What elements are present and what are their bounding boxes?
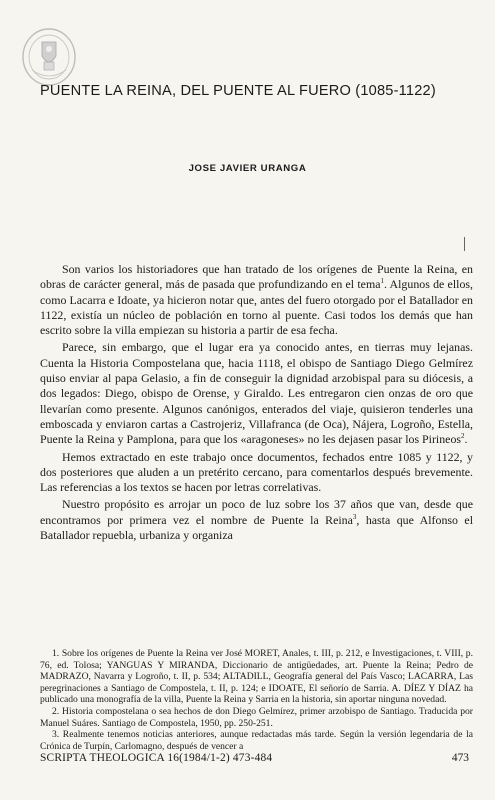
journal-citation: SCRIPTA THEOLOGICA 16(1984/1-2) 473-484 <box>40 752 273 764</box>
footnote-3: 3. Realmente tenemos noticias anteriores, aunque redactadas más tarde. Según la versión legendaria de la Crónica de Turpín, Carlomagno, después de vencer a <box>40 729 473 752</box>
footnote-1: 1. Sobre los orígenes de Puente la Reina ver José MORET, Anales, t. III, p. 212, e Investigaciones, t. VIII, p. 76, ed. Tolosa; YANGUAS Y MIRANDA, Diccionario de antigüedades, art. Puente la Reina; Pedro de MADRAZO, Navarra y Logroño, t. II, p. 534; ALTADILL, Geografía general del País Vasco; LACARRA, Las peregrinaciones a Santiago de Compostela, t. II, p. 124; e IDOATE, El señorío de Sarria. A. DÍEZ Y DÍAZ ha publicado una monografía de la villa, Puente la Reina y Sarria en la historia, sin aportar ninguna novedad. <box>40 648 473 706</box>
body-paragraph-3: Hemos extractado en este trabajo once documentos, fechados entre 1085 y 1122, y dos posteriores que aluden a un pretérito cercano, para comentarlos después brevemente. Las referencias a los textos se hacen por letras correlativas. <box>40 449 473 495</box>
body-paragraph-1: Son varios los historiadores que han tratado de los orígenes de Puente la Reina, en obras de carácter general, más de pasada que profundizando en el tema$^1$. Algunos de ellos, como Lacarra e Idoate, ya hicieron notar que, antes del fuero otorgado por el Batallador en 1122, existía un núcleo de población en torno al puente. Casi todos los demás que han escrito sobre la villa empiezan su historia a partir de esa fecha. <box>40 262 473 338</box>
footnote-2: 2. Historia compostelana o sea hechos de don Diego Gelmírez, primer arzobispo de Santiago. Traducida por Manuel Suáres. Santiago de Compostela, 1950, pp. 250-251. <box>40 705 473 729</box>
footnote-ref-2[interactable]: 2 <box>461 432 465 441</box>
article-author: JOSE JAVIER URANGA <box>188 163 307 174</box>
body-paragraph-2: Parece, sin embargo, que el lugar era ya conocido antes, en tierras muy lejanas. Cuenta la Historia Compostelana que, hacia 1118, el obispo de Santiago Diego Gelmírez quiso enviar al papa Gelasio, a fin de conseguir la dignidad arzobispal para su diócesis, a dos legados: Diego, obispo de Orense, y Giraldo. Les entregaron cien onzas de oro que llevarían como presente. Algunos canónigos, enterados del viaje, quisieron tenderles una emboscada y enviaron cartas a Castrojeriz, Villafranca (de Oca), Nájera, Logroño, Estella, Puente la Reina y Pamplona, para que los «aragoneses» no les dejasen pasar los Pirineos$^2$. <box>40 340 473 447</box>
footnote-ref-1[interactable]: 1 <box>380 277 384 286</box>
footnotes <box>40 648 473 752</box>
margin-mark <box>464 237 465 251</box>
university-seal-icon <box>20 26 78 88</box>
article-body <box>40 262 473 545</box>
page-number: 473 <box>451 752 469 764</box>
body-paragraph-4: Nuestro propósito es arrojar un poco de luz sobre los 37 años que van, desde que encontramos por primera vez el nombre de Puente la Reina$^3$, hasta que Alfonso el Batallador repuebla, urbaniza y organiza <box>40 497 474 543</box>
footnote-ref-3[interactable]: 3 <box>352 512 357 521</box>
article-title: PUENTE LA REINA, DEL PUENTE AL FUERO (1085-1122) <box>40 83 436 99</box>
